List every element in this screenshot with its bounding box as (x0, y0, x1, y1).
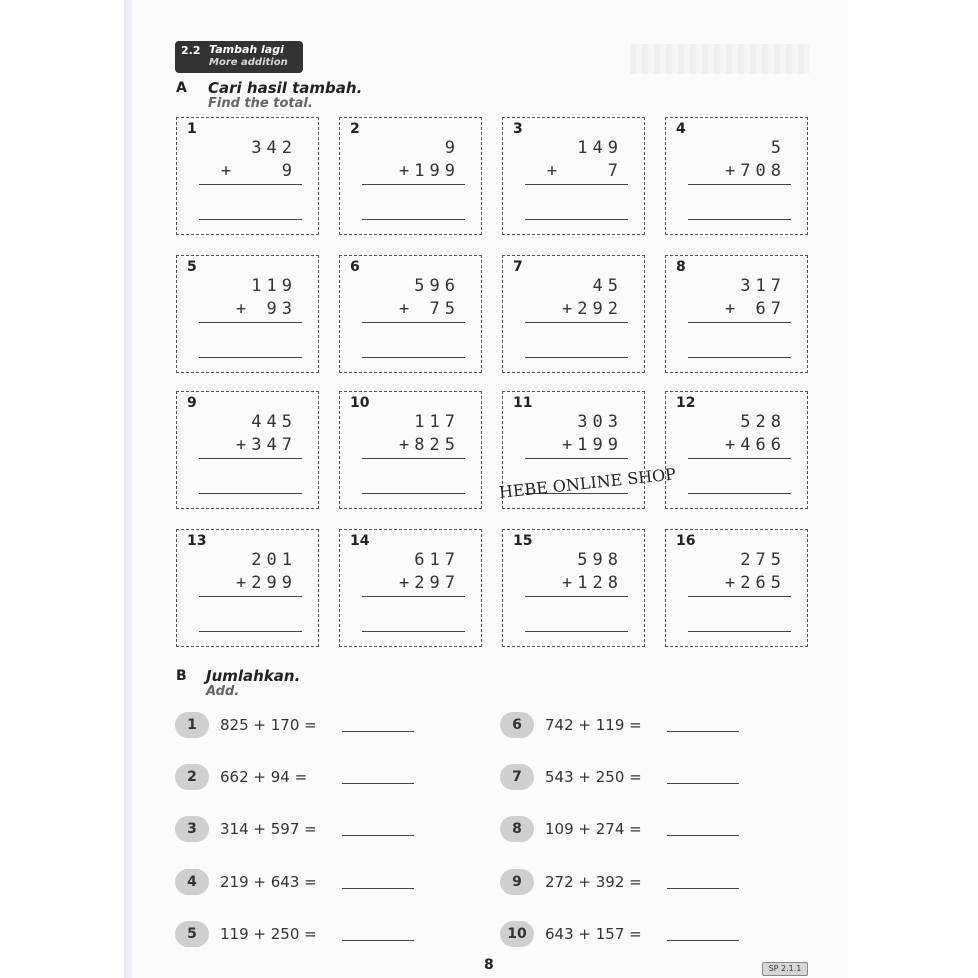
answer-line[interactable] (342, 888, 414, 889)
first-addend: 596 (414, 276, 460, 296)
answer-line[interactable] (688, 357, 791, 358)
item-number-badge: 1 (175, 712, 209, 738)
sum-line (362, 322, 465, 323)
answer-line[interactable] (667, 888, 739, 889)
second-addend: + 75 (399, 299, 460, 319)
answer-line[interactable] (525, 357, 628, 358)
item-number-badge: 6 (500, 712, 534, 738)
problem-number: 15 (513, 533, 533, 549)
answer-line[interactable] (667, 731, 739, 732)
first-addend: 275 (740, 550, 786, 570)
sum-line (525, 458, 628, 459)
second-addend: + 67 (725, 299, 786, 319)
first-addend: 45 (592, 276, 623, 296)
first-addend: 342 (251, 138, 297, 158)
sum-line (525, 596, 628, 597)
part-a-subtitle: Find the total. (208, 96, 313, 111)
section-badge (175, 41, 303, 73)
addition-problem (176, 391, 319, 509)
answer-line[interactable] (688, 493, 791, 494)
addition-problem (176, 529, 319, 647)
second-addend: +128 (562, 573, 623, 593)
addition-problem (339, 255, 482, 373)
first-addend: 617 (414, 550, 460, 570)
addition-problem (339, 391, 482, 509)
second-addend: + 7 (546, 161, 623, 181)
addition-expression: 643 + 157 = (545, 925, 642, 943)
answer-line[interactable] (362, 493, 465, 494)
first-addend: 528 (740, 412, 786, 432)
addition-expression: 543 + 250 = (545, 768, 642, 786)
second-addend: +199 (399, 161, 460, 181)
addition-expression: 825 + 170 = (220, 716, 317, 734)
addition-problem (665, 529, 808, 647)
first-addend: 303 (577, 412, 623, 432)
first-addend: 598 (577, 550, 623, 570)
item-number-badge: 3 (175, 816, 209, 842)
item-number-badge: 9 (500, 869, 534, 895)
section-number: 2.2 (181, 44, 201, 57)
sum-line (199, 322, 302, 323)
problem-number: 6 (350, 259, 360, 275)
problem-number: 5 (187, 259, 197, 275)
item-number-badge: 4 (175, 869, 209, 895)
first-addend: 119 (251, 276, 297, 296)
section-title: Tambah lagi (209, 43, 284, 56)
addition-expression: 272 + 392 = (545, 873, 642, 891)
part-a-title: Cari hasil tambah. (208, 79, 363, 97)
addition-expression: 219 + 643 = (220, 873, 317, 891)
addition-problem (665, 391, 808, 509)
addition-problem (176, 117, 319, 235)
item-number-badge: 5 (175, 921, 209, 947)
addition-problem (339, 529, 482, 647)
sum-line (362, 184, 465, 185)
answer-line[interactable] (199, 219, 302, 220)
second-addend: +825 (399, 435, 460, 455)
sum-line (199, 458, 302, 459)
show-through-text (630, 44, 810, 74)
problem-number: 13 (187, 533, 207, 549)
part-b-title: Jumlahkan. (206, 667, 301, 685)
answer-line[interactable] (362, 357, 465, 358)
item-number-badge: 10 (500, 921, 534, 947)
second-addend: +265 (725, 573, 786, 593)
shop-watermark: HEBE ONLINE SHOP (498, 464, 677, 502)
sum-line (688, 596, 791, 597)
second-addend: +466 (725, 435, 786, 455)
second-addend: +299 (236, 573, 297, 593)
problem-number: 11 (513, 395, 533, 411)
addition-problem (665, 255, 808, 373)
answer-line[interactable] (199, 357, 302, 358)
answer-line[interactable] (667, 940, 739, 941)
addition-expression: 314 + 597 = (220, 820, 317, 838)
answer-line[interactable] (362, 219, 465, 220)
answer-line[interactable] (688, 631, 791, 632)
part-a-letter: A (176, 80, 187, 96)
addition-expression: 742 + 119 = (545, 716, 642, 734)
sum-line (362, 458, 465, 459)
answer-line[interactable] (342, 731, 414, 732)
second-addend: +708 (725, 161, 786, 181)
addition-problem (502, 255, 645, 373)
answer-line[interactable] (199, 631, 302, 632)
addition-problem (665, 117, 808, 235)
second-addend: + 9 (220, 161, 297, 181)
problem-number: 7 (513, 259, 523, 275)
part-b-subtitle: Add. (206, 684, 240, 699)
problem-number: 9 (187, 395, 197, 411)
first-addend: 317 (740, 276, 786, 296)
curriculum-code: SP 2.1.1 (762, 962, 808, 976)
first-addend: 117 (414, 412, 460, 432)
addition-expression: 109 + 274 = (545, 820, 642, 838)
sum-line (688, 322, 791, 323)
problem-number: 10 (350, 395, 370, 411)
addition-problem (502, 529, 645, 647)
answer-line[interactable] (342, 783, 414, 784)
part-b-letter: B (176, 668, 187, 684)
problem-number: 16 (676, 533, 696, 549)
section-subtitle: More addition (209, 57, 288, 68)
sum-line (688, 184, 791, 185)
second-addend: + 93 (236, 299, 297, 319)
problem-number: 12 (676, 395, 696, 411)
problem-number: 4 (676, 121, 686, 137)
addition-problem (176, 255, 319, 373)
answer-line[interactable] (667, 783, 739, 784)
sum-line (688, 458, 791, 459)
problem-number: 1 (187, 121, 197, 137)
item-number-badge: 7 (500, 764, 534, 790)
addition-expression: 662 + 94 = (220, 768, 308, 786)
sum-line (362, 596, 465, 597)
second-addend: +292 (562, 299, 623, 319)
first-addend: 5 (770, 138, 786, 158)
answer-line[interactable] (342, 835, 414, 836)
answer-line[interactable] (199, 493, 302, 494)
first-addend: 201 (251, 550, 297, 570)
sum-line (199, 596, 302, 597)
addition-problem (339, 117, 482, 235)
problem-number: 3 (513, 121, 523, 137)
sum-line (199, 184, 302, 185)
addition-problem (502, 117, 645, 235)
second-addend: +199 (562, 435, 623, 455)
addition-expression: 119 + 250 = (220, 925, 317, 943)
first-addend: 149 (577, 138, 623, 158)
first-addend: 445 (251, 412, 297, 432)
answer-line[interactable] (342, 940, 414, 941)
first-addend: 9 (444, 138, 460, 158)
item-number-badge: 8 (500, 816, 534, 842)
answer-line[interactable] (667, 835, 739, 836)
page-number: 8 (484, 957, 494, 973)
sum-line (525, 184, 628, 185)
scan-margin (0, 0, 130, 978)
sum-line (525, 322, 628, 323)
second-addend: +347 (236, 435, 297, 455)
answer-line[interactable] (688, 219, 791, 220)
problem-number: 14 (350, 533, 370, 549)
problem-number: 2 (350, 121, 360, 137)
second-addend: +297 (399, 573, 460, 593)
problem-number: 8 (676, 259, 686, 275)
answer-line[interactable] (525, 219, 628, 220)
answer-line[interactable] (362, 631, 465, 632)
item-number-badge: 2 (175, 764, 209, 790)
answer-line[interactable] (525, 631, 628, 632)
